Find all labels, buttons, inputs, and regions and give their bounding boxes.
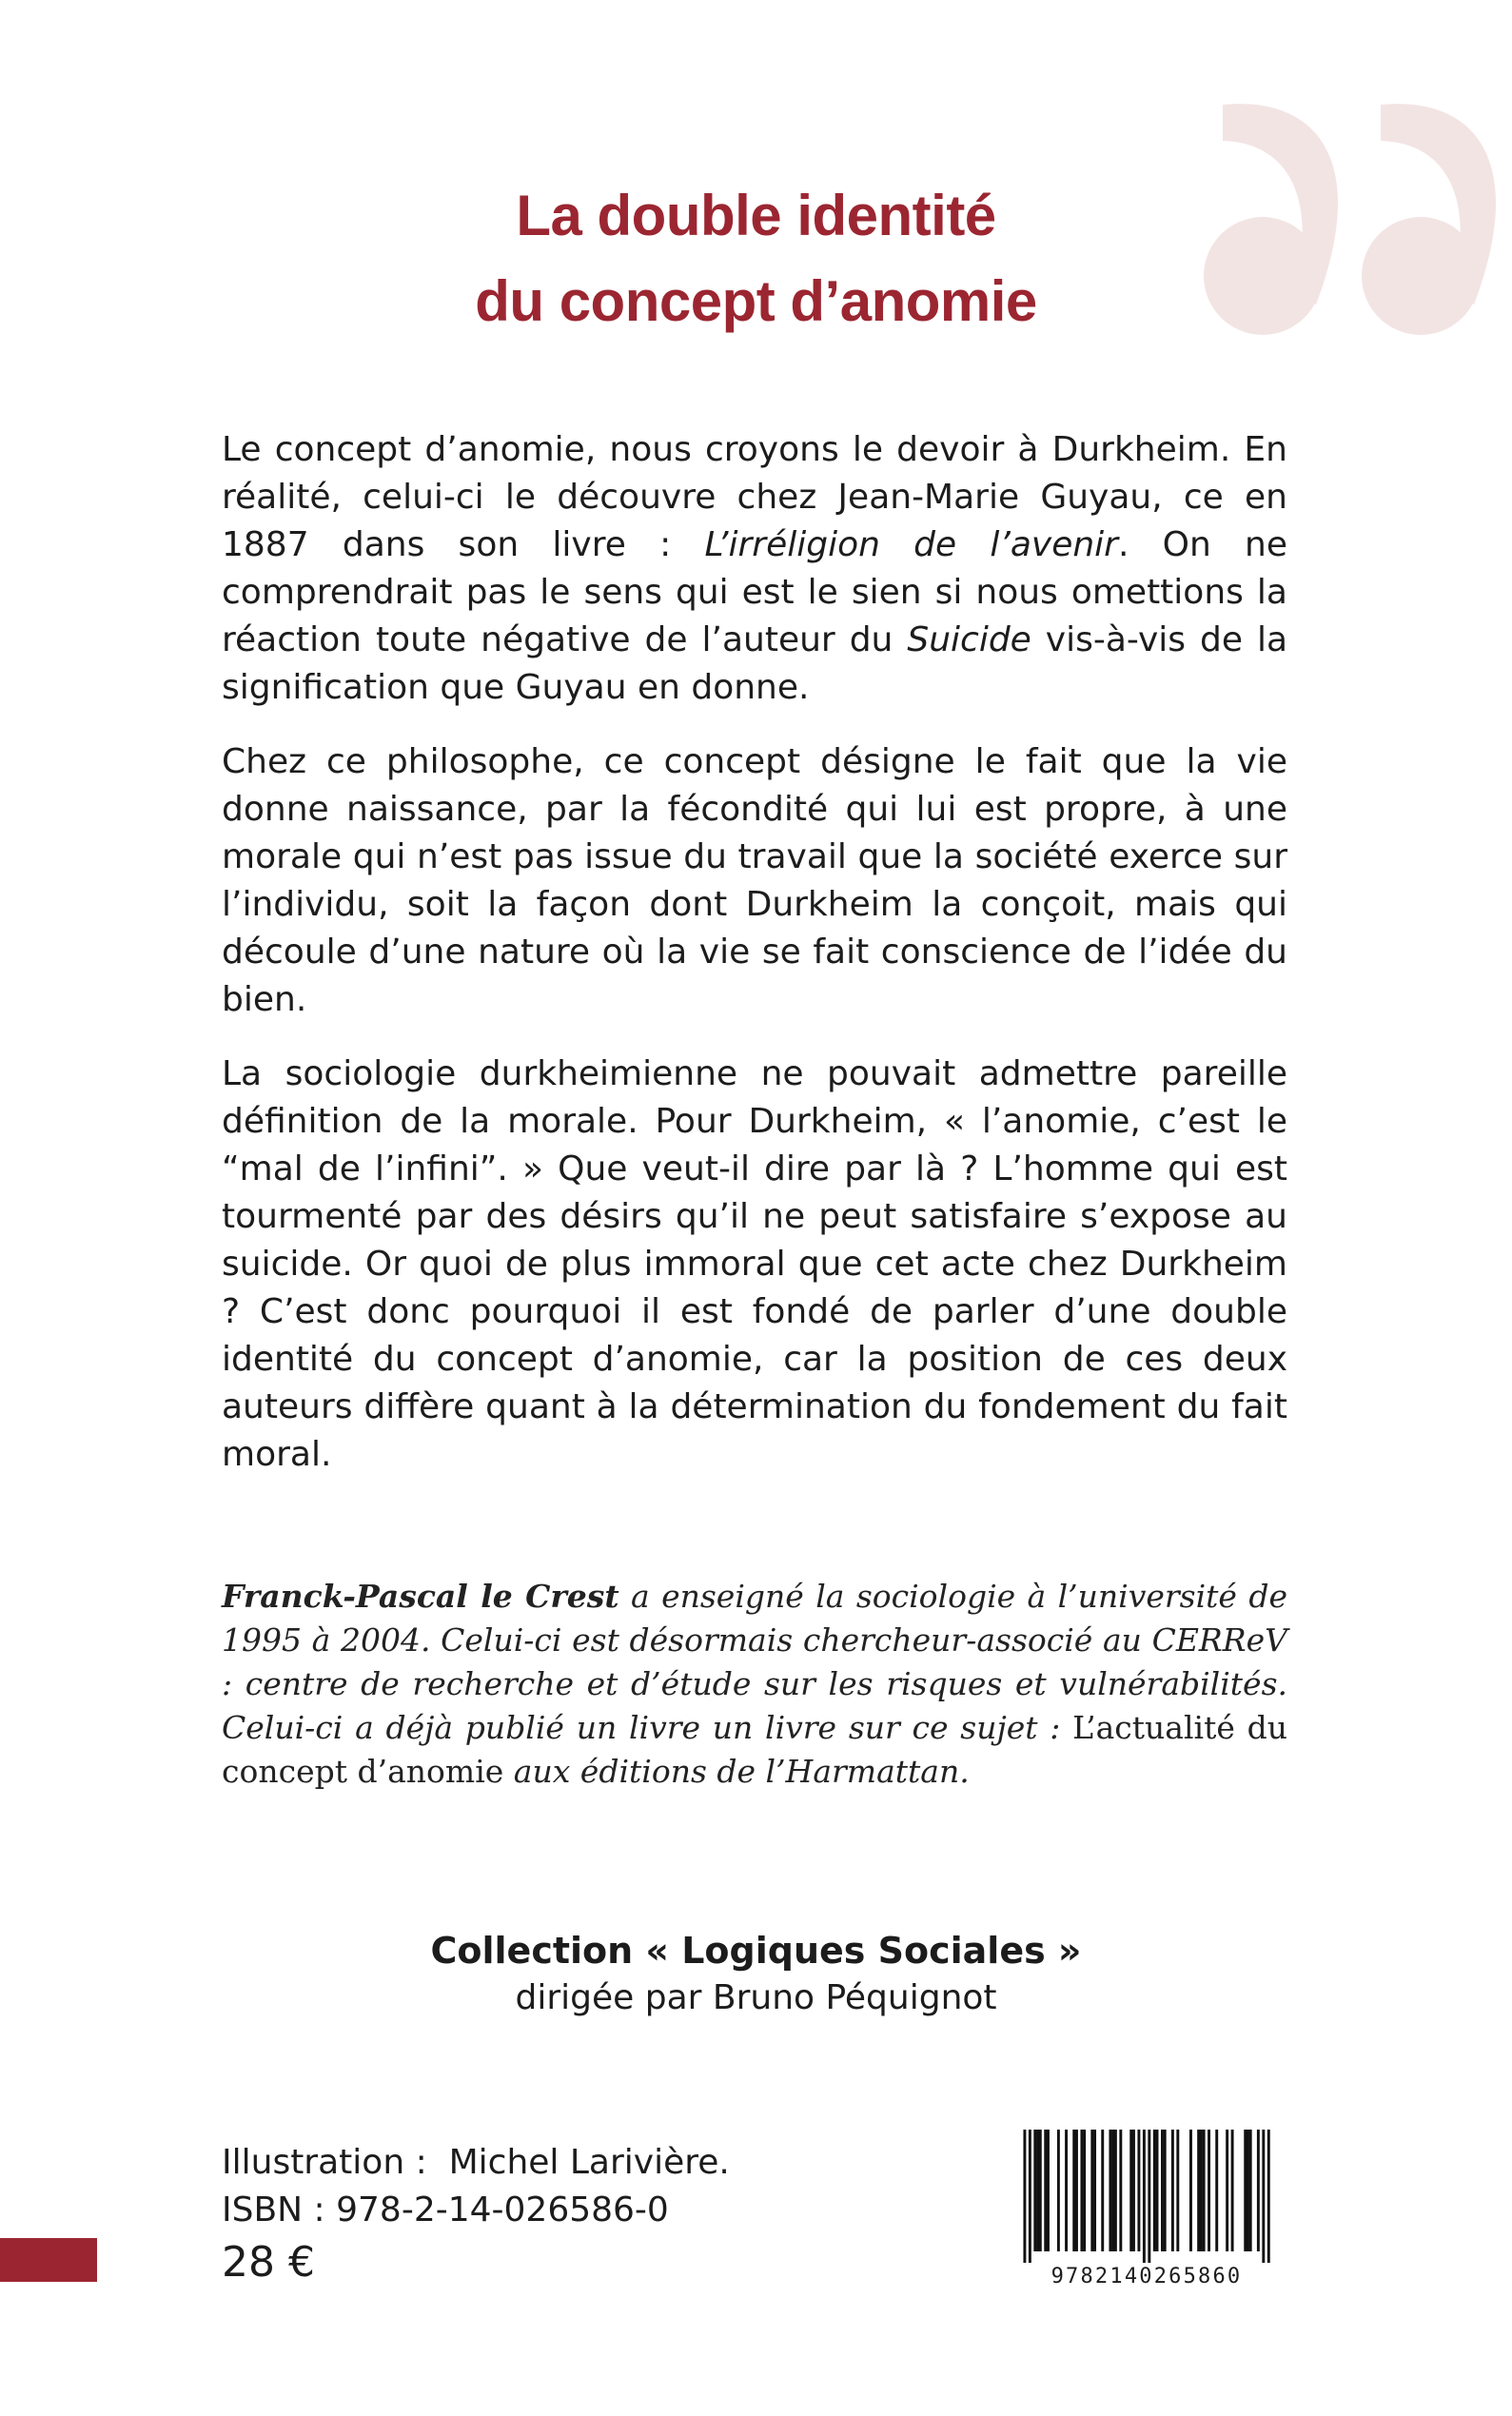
book-reference: L’actualité du concept d’anomie	[222, 1709, 1287, 1790]
author-bio	[222, 1575, 1287, 1794]
barcode	[1018, 2130, 1275, 2291]
author-name: Franck-Pascal le Crest	[222, 1578, 619, 1615]
barcode-bar	[1208, 2130, 1210, 2251]
barcode-bar	[1176, 2130, 1179, 2251]
barcode-bar	[1156, 2130, 1159, 2251]
barcode-bar	[1262, 2130, 1265, 2263]
title-line-2: du concept d’anomie	[475, 269, 1037, 333]
barcode-bar	[1231, 2130, 1234, 2251]
barcode-bar	[1132, 2130, 1135, 2251]
barcode-bar	[1075, 2130, 1078, 2251]
barcode-bar	[1080, 2130, 1083, 2251]
blurb-paragraph	[222, 1051, 1287, 1479]
collection-director: dirigée par Bruno Péquignot	[515, 1978, 997, 2017]
barcode-bar	[1047, 2130, 1050, 2251]
barcode-bar	[1197, 2130, 1200, 2251]
barcode-bar	[1226, 2130, 1228, 2251]
illustration-credit: Illustration : Michel Larivière.	[222, 2143, 730, 2182]
text-run: . On ne comprendrait pas le sens qui est le sien si nous omettions la réaction toute négative de l’auteur du	[222, 525, 1288, 659]
barcode-bar	[1057, 2130, 1060, 2251]
barcode-bar	[1090, 2130, 1093, 2251]
barcode-bar	[1083, 2130, 1086, 2251]
blurb	[222, 426, 1287, 1505]
text-run: vis-à-vis de la signification que Guyau en donne.	[222, 620, 1288, 707]
barcode-bar	[1200, 2130, 1203, 2251]
collection-info	[0, 1927, 1512, 2022]
barcode-bar	[1189, 2130, 1192, 2251]
barcode-bar	[1215, 2130, 1218, 2251]
barcode-bar	[1203, 2130, 1206, 2251]
barcode-bar	[1171, 2130, 1174, 2251]
book-title	[0, 173, 1512, 344]
barcode-bar	[1247, 2130, 1249, 2251]
barcode-bar	[1065, 2130, 1068, 2251]
barcode-bar	[1249, 2130, 1252, 2251]
barcode-bar	[1093, 2130, 1096, 2251]
collection-name: Collection « Logiques Sociales »	[430, 1930, 1082, 1972]
barcode-bar	[1072, 2130, 1075, 2251]
barcode-bar	[1267, 2130, 1270, 2263]
barcode-bar	[1153, 2130, 1156, 2251]
text-run: La sociologie durkheimienne ne pouvait admettre pareille définition de la morale. Pour Durkheim, « l’anomie, c’est le “mal de l’infini”. » Que veut-il dire par là ? L’homme qui est tourmenté par des désirs qu’il ne peut satisfaire s’expose au suicide. Or quoi de plus immoral que cet acte chez Durkheim ? C’est donc pourquoi il est fondé de parler d’une double identité du concept d’anomie, car la position de ces deux auteurs diffère quant à la détermination du fondement du fait moral.	[222, 1054, 1287, 1474]
barcode-digits: 9782140265860	[1051, 2265, 1243, 2288]
barcode-bars	[1018, 2130, 1275, 2263]
barcode-bar	[1148, 2130, 1150, 2263]
barcode-bar	[1044, 2130, 1047, 2251]
barcode-bar	[1161, 2130, 1164, 2251]
barcode-bar	[1036, 2130, 1039, 2251]
italic-title-ref: L’irréligion de l’avenir	[704, 525, 1118, 564]
barcode-bar	[1033, 2130, 1036, 2251]
title-line-1: La double identité	[516, 184, 996, 247]
barcode-bar	[1114, 2130, 1117, 2251]
bio-text: aux éditions de l’Harmattan.	[503, 1753, 970, 1790]
blurb-paragraph	[222, 738, 1287, 1024]
barcode-bar	[1257, 2130, 1260, 2251]
credits	[222, 2139, 730, 2291]
barcode-bar	[1164, 2130, 1167, 2251]
italic-title-ref: Suicide	[907, 620, 1031, 659]
barcode-bar	[1244, 2130, 1247, 2251]
barcode-bar	[1023, 2130, 1026, 2263]
barcode-bar	[1109, 2130, 1111, 2251]
text-run: Le concept d’anomie, nous croyons le devoir à Durkheim. En réalité, celui-ci le découvre chez Jean-Marie Guyau, ce en 1887 dans son livre :	[222, 430, 1287, 564]
barcode-bar	[1129, 2130, 1132, 2251]
barcode-bar	[1137, 2130, 1140, 2251]
accent-bar	[0, 2238, 97, 2282]
barcode-bar	[1029, 2130, 1031, 2263]
text-run: Chez ce philosophe, ce concept désigne le fait que la vie donne naissance, par la fécondité qui lui est propre, à une morale qui n’est pas issue du travail que la société exerce sur l’individu, soit la façon dont Durkheim la conçoit, mais qui découle d’une nature où la vie se fait conscience de l’idée du bien.	[222, 742, 1287, 1019]
barcode-bar	[1111, 2130, 1114, 2251]
blurb-paragraph	[222, 426, 1287, 712]
barcode-bar	[1143, 2130, 1146, 2263]
bio-text: a enseigné la sociologie à l’université de 1995 à 2004. Celui-ci est désormais chercheur-associé au CERReV : centre de recherche et d’étude sur les risques et vulnérabilités. Celui-ci a déjà publié un livre un livre sur ce sujet :	[222, 1578, 1287, 1746]
barcode-bar	[1119, 2130, 1122, 2251]
barcode-bar	[1101, 2130, 1104, 2251]
barcode-bar	[1039, 2130, 1042, 2251]
isbn: ISBN : 978-2-14-026586-0	[222, 2190, 669, 2229]
price: 28 €	[222, 2238, 315, 2287]
